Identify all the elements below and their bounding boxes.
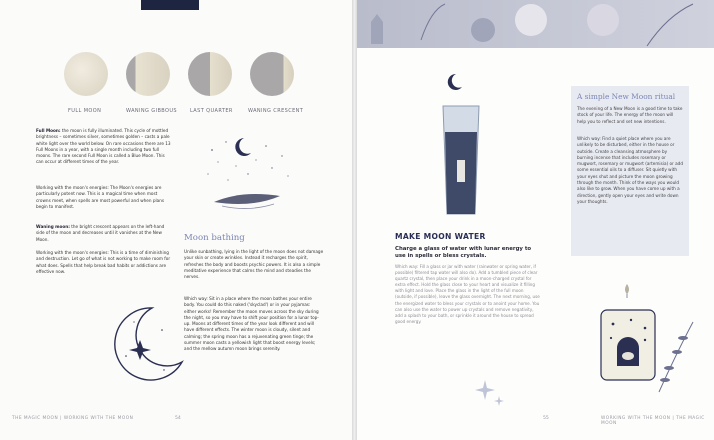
phase-label: LAST QUARTER	[190, 108, 233, 114]
banner-branch-icon	[647, 4, 693, 46]
moon-water-body: Which way: Fill a glass or jar with water (rainwater or spring water, if possible) filtered tap water will also do). Add a tumbled piece of clear quartz crystal, then place your drink in a moon-charged crystal for extra effect. Hold the glass close to your heart and visualize it filling with light and love. Place the glass in the light of the full moon (outside, if possible), leave the glass overnight. The next morning, use the energized water to bless your crystals or to anoint your home. You can also use the water to power up crystals and remove negativity, add a splash to your bath, or sprinkle it around the house to spread good energy.	[395, 264, 540, 324]
right-folio: WORKING WITH THE MOON | THE MAGIC MOON	[601, 416, 705, 426]
round-crystal-icon	[471, 18, 495, 42]
quartz-crystal-icon	[457, 160, 465, 182]
top-banner	[357, 0, 714, 48]
incense-smoke-icon	[625, 284, 629, 294]
ritual-para2: Which way: Find a quiet place where you are unlikely to be disturbed, either in the house or outside. Create a cleansing atmosphere by burning incense that includes rosemary or mugwort, rosemary or mugwort (artemisia) or add some essential oils to a diffuser. Sit quietly with your eyes shut and picture the moon growing through the month. Think of the ways you would also like to grow. When you have come up with a direction, gently open your eyes and write down your thoughts.	[577, 136, 683, 204]
left-folio: THE MAGIC MOON | WORKING WITH THE MOON	[12, 416, 134, 421]
banner-illustration	[357, 0, 714, 48]
full-moon-term: Full Moon:	[36, 128, 61, 133]
ritual-para1: The evening of a New Moon is a good time to take stock of your life. The energy of the moon will help you to reflect and set new intentions.	[577, 106, 683, 124]
phase-label: WANING GIBBOUS	[126, 108, 178, 114]
moon-water-subheading: Charge a glass of water with lunar energy to use in spells or bless crystals.	[395, 246, 532, 259]
moon-water-heading: MAKE MOON WATER	[395, 232, 486, 241]
moon-bathing-para2: Which way: Sit in a place where the moon bathes your entire body. You could do this naked ('skyclad') or in your pyjamas: either works! Remember the moon moves across the sky during the night, so you may have to shift your position for a lunar top-up. Moons at different times of the year look different and will have different effects. The winter moon is cloudy, silent and calming; the spring moon has a rejuvenating green tinge; the summer moon casts a yellowish light that boost energy levels; and the mellow autumn moon brings serenity.	[184, 296, 319, 352]
last-quarter-icon	[188, 52, 232, 96]
new-moon-ritual-box	[571, 86, 689, 256]
waning-moon-term: Waning moon:	[36, 224, 70, 229]
waning-crescent-icon	[250, 52, 294, 96]
herb-sprig-icon	[421, 4, 445, 40]
navy-header-block	[141, 0, 199, 10]
right-page	[357, 0, 714, 440]
crescent-moon-icon	[448, 74, 462, 90]
waning-gibbous-icon	[126, 52, 170, 96]
waning-moon-text: the bright crescent appears on the left-hand side of the moon and decreases until it vanishes at the New Moon.	[36, 224, 165, 242]
left-page	[0, 0, 352, 440]
banner-full-moon-icon	[515, 4, 547, 36]
candle-jar-illustration	[583, 282, 701, 402]
full-moon-energy-text: Working with the moon's energies: The Moon's energies are particularly potent now. This is a magical time when most crowns meet, when spells are most powerful and when plans begin to manifest.	[36, 185, 165, 209]
candle-window-icon	[617, 337, 639, 366]
crystal-icon	[371, 14, 383, 44]
full-moon-paragraph	[36, 128, 172, 166]
waning-moon-energy-text: Working with the moon's energies: This is a time of diminishing and destruction. Let go of what is not working to make room for what does. Spells that help break bad habits or addictions are effective now.	[36, 250, 171, 274]
stars-icon	[207, 141, 288, 180]
crescent-moon-lineart-icon	[104, 300, 190, 392]
moon-water-glass-illustration	[439, 72, 483, 218]
full-moon-text: the moon is fully illuminated. This cycle of mottled brightness – sometimes silver, sometimes golden – casts a pale white light over the world below. On rare occasions there are 13 Full Moons in a year, with a single month including two full moons. The rare second Full Moon is called a Blue Moon. This can occur at different times of the year.	[36, 128, 171, 165]
left-page-number: 54	[175, 416, 181, 421]
banner-moon-icon	[587, 4, 619, 36]
reclining-figure-icon	[214, 194, 280, 204]
full-moon-icon	[64, 52, 108, 96]
right-page-number: 55	[543, 416, 549, 421]
moon-bathing-heading: Moon bathing	[184, 233, 245, 243]
sparkle-icon	[475, 376, 505, 412]
ritual-heading: A simple New Moon ritual	[577, 92, 676, 101]
moon-bathing-para1: Unlike sunbathing, lying in the light of the moon does not damage your skin or create wrinkles. Instead it recharges the spirit, refreshes the body and boosts psychic powers. It is also a simple meditative experience that calms the mind and steadies the nerves.	[184, 249, 324, 280]
waning-moon-paragraph	[36, 224, 172, 243]
phase-label: WANING CRESCENT	[248, 108, 304, 114]
phase-label: FULL MOON	[68, 108, 102, 114]
crescent-moon-icon	[235, 138, 251, 156]
moon-bathing-illustration	[192, 132, 302, 224]
